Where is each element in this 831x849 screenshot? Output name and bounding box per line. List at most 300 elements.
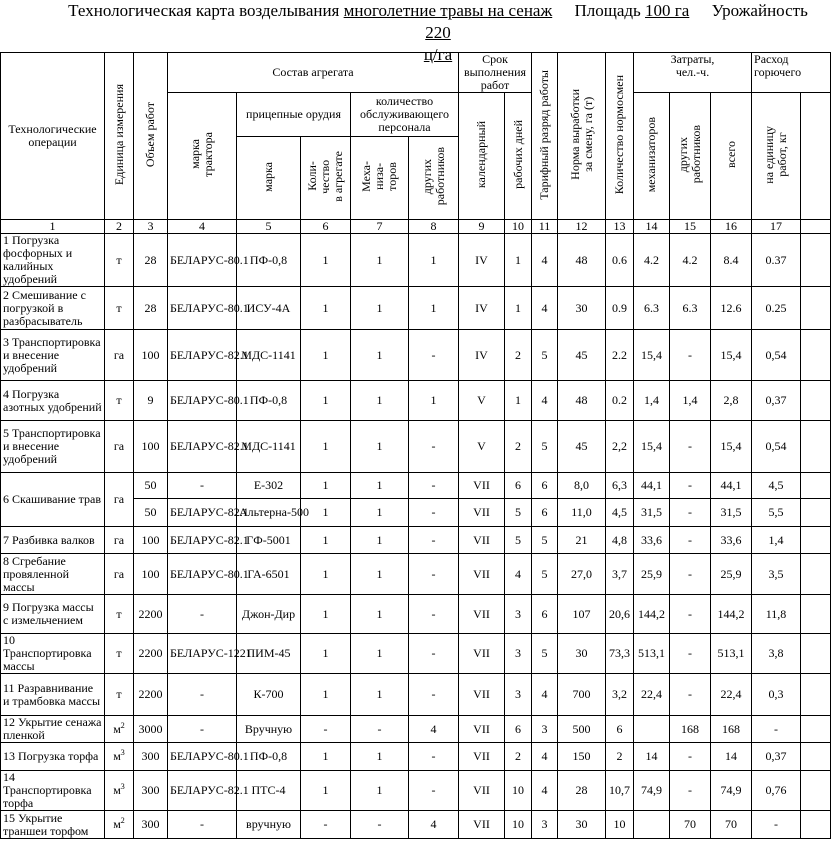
cost-mech-cell: 33,6 [634,527,670,554]
grade-cell: 4 [532,771,558,811]
column-number: 13 [606,220,634,234]
mech-count-cell: 1 [351,554,409,595]
header-workdays: рабочих дней [505,93,532,220]
norm-cell: 28 [558,771,606,811]
other-count-cell: - [409,554,459,595]
norm-cell: 8,0 [558,473,606,499]
tractor-cell: БЕЛАРУС-80.1 [168,381,237,421]
fuel-extra-cell [801,527,831,554]
normsm-cell: 73,3 [606,634,634,674]
header-cost-other: других работников [670,93,711,220]
norm-cell: 48 [558,234,606,287]
grade-cell: 4 [532,234,558,287]
fuel-cell: 0,54 [752,330,801,381]
volume-cell: 300 [134,811,168,839]
fuel-cell: 0,37 [752,743,801,771]
cost-total-cell: 12.6 [711,287,752,330]
title-crop: многолетние травы на сенаж [343,1,553,20]
cost-mech-cell: 22,4 [634,674,670,716]
column-number: 17 [752,220,801,234]
fuel-extra-cell [801,287,831,330]
grade-cell: 6 [532,499,558,527]
count-cell: 1 [301,634,351,674]
cost-other-cell: - [670,499,711,527]
other-count-cell: - [409,499,459,527]
workdays-cell: 5 [505,527,532,554]
fuel-cell: 0,37 [752,381,801,421]
table-row [1,421,831,473]
grade-cell: 5 [532,421,558,473]
fuel-extra-cell [801,743,831,771]
normsm-cell: 10 [606,811,634,839]
operation-cell: 7 Разбивка валков [1,527,105,554]
volume-cell: 3000 [134,716,168,743]
fuel-extra-cell [801,716,831,743]
cost-mech-cell: 74,9 [634,771,670,811]
header-staff: количество обслуживающего персонала [351,93,459,137]
cost-mech-cell: 15,4 [634,421,670,473]
tractor-cell: - [168,716,237,743]
fuel-cell: - [752,716,801,743]
cost-other-cell: 6.3 [670,287,711,330]
table-row [1,330,831,381]
normsm-cell: 3,7 [606,554,634,595]
unit-cell: $м^3$ [105,771,134,811]
table-row [1,634,831,674]
unit-cell: т [105,595,134,634]
count-cell: - [301,716,351,743]
volume-cell: 28 [134,234,168,287]
table-row [1,811,831,839]
count-cell: 1 [301,499,351,527]
implement-cell: ПФ-0,8 [237,743,301,771]
calendar-cell: VII [459,771,505,811]
norm-cell: 107 [558,595,606,634]
fuel-extra-cell [801,771,831,811]
cost-total-cell: 8.4 [711,234,752,287]
unit-cell: $м^2$ [105,716,134,743]
implement-cell: Е-302 [237,473,301,499]
other-count-cell: - [409,527,459,554]
cost-other-cell: - [670,743,711,771]
cost-mech-cell: 1,4 [634,381,670,421]
norm-cell: 150 [558,743,606,771]
column-number: 14 [634,220,670,234]
volume-cell: 50 [134,499,168,527]
header-volume: Объем работ [134,53,168,220]
table-row [1,381,831,421]
operation-cell: 13 Погрузка торфа [1,743,105,771]
implement-cell: вручную [237,811,301,839]
calendar-cell: VII [459,716,505,743]
other-count-cell: - [409,421,459,473]
calendar-cell: VII [459,634,505,674]
operation-cell: 9 Погрузка массы с измельчением [1,595,105,634]
normsm-cell: 4,8 [606,527,634,554]
table-row [1,234,831,287]
mech-count-cell: 1 [351,634,409,674]
operation-cell: 2 Смешивание с погрузкой в разбрасыватель [1,287,105,330]
workdays-cell: 2 [505,421,532,473]
yield-unit: ц/га [423,45,453,64]
workdays-cell: 10 [505,811,532,839]
implement-cell: ПФ-0,8 [237,381,301,421]
tractor-cell: БЕЛАРУС-80.1 [168,554,237,595]
header-aggregate: Состав агрегата [168,53,459,93]
fuel-extra-cell [801,421,831,473]
workdays-cell: 6 [505,716,532,743]
tractor-cell: БЕЛАРУС-80.1 [168,743,237,771]
unit-cell: га [105,527,134,554]
cost-mech-cell [634,811,670,839]
cost-mech-cell: 14 [634,743,670,771]
header-unit: Единица измерения [105,53,134,220]
mech-count-cell: 1 [351,771,409,811]
calendar-cell: IV [459,330,505,381]
norm-cell: 30 [558,634,606,674]
unit-cell: га [105,473,134,527]
header-term: Срок выполнения работ [459,53,532,93]
count-cell: 1 [301,527,351,554]
implement-cell: ПТС-4 [237,771,301,811]
normsm-cell: 10,7 [606,771,634,811]
norm-cell: 30 [558,287,606,330]
tractor-cell: БЕЛАРУС-1221 [168,634,237,674]
count-cell: 1 [301,234,351,287]
fuel-cell: 0,76 [752,771,801,811]
operation-cell: 4 Погрузка азотных удобрений [1,381,105,421]
calendar-cell: IV [459,234,505,287]
table-row [1,743,831,771]
fuel-cell: 0.37 [752,234,801,287]
norm-cell: 500 [558,716,606,743]
area-value: 100 га [645,1,690,20]
unit-cell: га [105,421,134,473]
volume-cell: 300 [134,771,168,811]
mech-count-cell: 1 [351,499,409,527]
volume-cell: 100 [134,527,168,554]
mech-count-cell: 1 [351,473,409,499]
column-number-row [1,220,831,234]
cost-total-cell: 14 [711,743,752,771]
column-number: 4 [168,220,237,234]
calendar-cell: VII [459,743,505,771]
volume-cell: 28 [134,287,168,330]
normsm-cell: 20,6 [606,595,634,634]
implement-cell: Альтерна-500 [237,499,301,527]
grade-cell: 6 [532,473,558,499]
operation-cell: 5 Транспортировка и внесение удобрений [1,421,105,473]
volume-cell: 100 [134,421,168,473]
workdays-cell: 3 [505,674,532,716]
cost-total-cell: 44,1 [711,473,752,499]
fuel-cell: 4,5 [752,473,801,499]
calendar-cell: VII [459,499,505,527]
unit-cell: т [105,634,134,674]
count-cell: 1 [301,330,351,381]
workdays-cell: 2 [505,330,532,381]
fuel-cell: - [752,811,801,839]
tractor-cell: БЕЛАРУС-82.1 [168,527,237,554]
column-number: 16 [711,220,752,234]
grade-cell: 4 [532,674,558,716]
cost-total-cell: 74,9 [711,771,752,811]
header-fuel-unit: на единицу работ, кг [752,93,801,220]
cost-total-cell: 15,4 [711,421,752,473]
workdays-cell: 3 [505,595,532,634]
workdays-cell: 6 [505,473,532,499]
grade-cell: 5 [532,330,558,381]
implement-cell: ПИМ-45 [237,634,301,674]
cost-mech-cell [634,716,670,743]
unit-cell: т [105,674,134,716]
cost-total-cell: 25,9 [711,554,752,595]
header-others: других работников [409,137,459,220]
count-cell: 1 [301,674,351,716]
mech-count-cell: - [351,716,409,743]
normsm-cell: 2,2 [606,421,634,473]
tractor-cell: БЕЛАРУС-82.1 [168,499,237,527]
norm-cell: 45 [558,421,606,473]
unit-cell: га [105,554,134,595]
normsm-cell: 0.9 [606,287,634,330]
volume-cell: 2200 [134,674,168,716]
title-prefix: Технологическая карта возделывания [68,1,340,20]
tractor-cell: - [168,595,237,634]
tractor-cell: БЕЛАРУС-82.1 [168,330,237,381]
header-fuel: Расход горючего [752,53,831,93]
other-count-cell: - [409,771,459,811]
table-row [1,674,831,716]
unit-cell: т [105,381,134,421]
fuel-extra-cell [801,811,831,839]
unit-cell: $м^3$ [105,743,134,771]
column-number: 15 [670,220,711,234]
cost-other-cell: 1,4 [670,381,711,421]
implement-cell: ИСУ-4А [237,287,301,330]
table-row [1,473,831,499]
workdays-cell: 1 [505,234,532,287]
fuel-cell: 0,54 [752,421,801,473]
mech-count-cell: 1 [351,381,409,421]
volume-cell: 100 [134,554,168,595]
other-count-cell: 1 [409,287,459,330]
cost-other-cell: - [670,674,711,716]
column-number: 6 [301,220,351,234]
fuel-extra-cell [801,595,831,634]
normsm-cell: 4,5 [606,499,634,527]
column-number: 7 [351,220,409,234]
table-row [1,287,831,330]
calendar-cell: VII [459,527,505,554]
other-count-cell: - [409,674,459,716]
mech-count-cell: 1 [351,527,409,554]
table-row [1,554,831,595]
calendar-cell: V [459,381,505,421]
implement-cell: ГФ-5001 [237,527,301,554]
normsm-cell: 0.2 [606,381,634,421]
volume-cell: 2200 [134,595,168,634]
tractor-cell: - [168,473,237,499]
header-mech: Меха- низа- торов [351,137,409,220]
normsm-cell: 0.6 [606,234,634,287]
header-norm: Норма выработки за смену, га (т) [558,53,606,220]
cost-total-cell: 2,8 [711,381,752,421]
calendar-cell: V [459,421,505,473]
grade-cell: 5 [532,527,558,554]
operation-cell: 6 Скашивание трав [1,473,105,527]
mech-count-cell: 1 [351,743,409,771]
header-costs: Затраты, чел.-ч. [634,53,752,93]
operation-cell: 14 Транспортировка торфа [1,771,105,811]
cost-other-cell: - [670,554,711,595]
workdays-cell: 1 [505,287,532,330]
implement-cell: Джон-Дир [237,595,301,634]
header-cost-total: всего [711,93,752,220]
count-cell: 1 [301,771,351,811]
cost-total-cell: 31,5 [711,499,752,527]
cost-total-cell: 15,4 [711,330,752,381]
cost-mech-cell: 25,9 [634,554,670,595]
yield-value: 220 [425,23,451,42]
unit-cell: $м^2$ [105,811,134,839]
cost-other-cell: - [670,527,711,554]
grade-cell: 4 [532,743,558,771]
count-cell: 1 [301,421,351,473]
mech-count-cell: 1 [351,595,409,634]
header-impl-count: Коли- чество в агрегате [301,137,351,220]
table-row [1,771,831,811]
header-tractor: марка трактора [168,93,237,220]
operation-cell: 12 Укрытие сенажа пленкой [1,716,105,743]
cost-other-cell: - [670,421,711,473]
implement-cell: МДС-1141 [237,330,301,381]
implement-cell: ГА-6501 [237,554,301,595]
count-cell: 1 [301,554,351,595]
volume-cell: 2200 [134,634,168,674]
yield-label: Урожайность [711,1,808,20]
cost-mech-cell: 44,1 [634,473,670,499]
table-row [1,716,831,743]
other-count-cell: - [409,634,459,674]
cost-mech-cell: 6.3 [634,287,670,330]
column-number: 12 [558,220,606,234]
other-count-cell: 1 [409,381,459,421]
fuel-extra-cell [801,381,831,421]
tractor-cell: - [168,674,237,716]
grade-cell: 5 [532,554,558,595]
count-cell: 1 [301,287,351,330]
unit-cell: т [105,234,134,287]
column-number: 10 [505,220,532,234]
normsm-cell: 2.2 [606,330,634,381]
mech-count-cell: - [351,811,409,839]
cost-other-cell: - [670,595,711,634]
tractor-cell: БЕЛАРУС-80.1 [168,234,237,287]
implement-cell: МДС-1141 [237,421,301,473]
cost-other-cell: - [670,473,711,499]
operation-cell: 1 Погрузка фосфорных и калийных удобрений [1,234,105,287]
workdays-cell: 1 [505,381,532,421]
cost-mech-cell: 144,2 [634,595,670,634]
other-count-cell: - [409,743,459,771]
workdays-cell: 2 [505,743,532,771]
workdays-cell: 5 [505,499,532,527]
norm-cell: 700 [558,674,606,716]
calendar-cell: IV [459,287,505,330]
workdays-cell: 4 [505,554,532,595]
header-implements: прицепные орудия [237,93,351,137]
tractor-cell: БЕЛАРУС-82.1 [168,771,237,811]
tractor-cell: БЕЛАРУС-82.1 [168,421,237,473]
other-count-cell: 4 [409,811,459,839]
fuel-extra-cell [801,499,831,527]
norm-cell: 21 [558,527,606,554]
cost-other-cell: 70 [670,811,711,839]
table-row [1,595,831,634]
cost-total-cell: 513,1 [711,634,752,674]
count-cell: 1 [301,381,351,421]
count-cell: - [301,811,351,839]
cost-total-cell: 22,4 [711,674,752,716]
column-number: 8 [409,220,459,234]
tractor-cell: - [168,811,237,839]
grade-cell: 3 [532,811,558,839]
workdays-cell: 10 [505,771,532,811]
unit-cell: т [105,287,134,330]
tractor-cell: БЕЛАРУС-80.1 [168,287,237,330]
grade-cell: 4 [532,287,558,330]
fuel-cell: 1,4 [752,527,801,554]
fuel-extra-cell [801,634,831,674]
fuel-extra-cell [801,554,831,595]
area-label: Площадь [574,1,641,20]
other-count-cell: - [409,595,459,634]
operation-cell: 3 Транспортировка и внесение удобрений [1,330,105,381]
tech-map-table [0,52,831,839]
count-cell: 1 [301,473,351,499]
calendar-cell: VII [459,554,505,595]
header-cost-mech: механизаторов [634,93,670,220]
operation-cell: 11 Разравнивание и трамбовка массы [1,674,105,716]
unit-cell: га [105,330,134,381]
column-number: 3 [134,220,168,234]
mech-count-cell: 1 [351,674,409,716]
workdays-cell: 3 [505,634,532,674]
fuel-cell: 0.25 [752,287,801,330]
grade-cell: 3 [532,716,558,743]
cost-mech-cell: 31,5 [634,499,670,527]
calendar-cell: VII [459,473,505,499]
implement-cell: ПФ-0,8 [237,234,301,287]
column-number: 1 [1,220,105,234]
fuel-extra-cell [801,234,831,287]
fuel-extra-cell [801,473,831,499]
count-cell: 1 [301,743,351,771]
other-count-cell: 4 [409,716,459,743]
cost-total-cell: 168 [711,716,752,743]
cost-total-cell: 70 [711,811,752,839]
cost-other-cell: - [670,634,711,674]
column-number: 11 [532,220,558,234]
count-cell: 1 [301,595,351,634]
cost-mech-cell: 15,4 [634,330,670,381]
normsm-cell: 3,2 [606,674,634,716]
cost-mech-cell: 4.2 [634,234,670,287]
norm-cell: 45 [558,330,606,381]
normsm-cell: 6,3 [606,473,634,499]
fuel-cell: 3,5 [752,554,801,595]
